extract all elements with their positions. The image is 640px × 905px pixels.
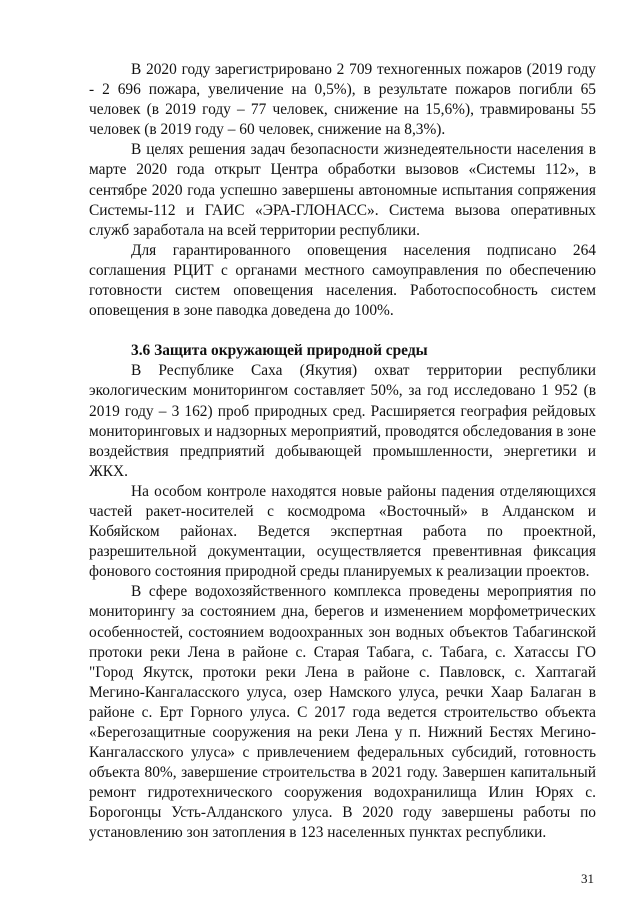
paragraph-monitoring: В Республике Саха (Якутия) охват территории республики экологическим мониторингом составляет 50%, за год исследовано 1 952 (в 2019 году – 3 162) проб природных сред. Расширяется география рейдовых мониторинговых и надзорных мероприятий, проводятся обследования в зоне воздействия предприятий добывающей промышленности, энергетики и ЖКХ. — [89, 362, 596, 480]
paragraph-rocket-areas: На особом контроле находятся новые районы падения отделяющихся частей ракет-носителей с космодрома «Восточный» в Алданском и Кобяйском районах. Ведется экспертная работа по проектной, разрешительной документации, осуществляется превентивная фиксация фонового состояния природной среды планируемых к реализации проектов. — [89, 482, 596, 581]
paragraph-system-112: В целях решения задач безопасности жизнедеятельности населения в марте 2020 года открыт Центра обработки вызовов «Системы 112», в сентябре 2020 года успешно завершены автономные испытания сопряжения Системы-112 и ГАИС «ЭРА-ГЛОНАСС». Система вызова оперативных служб заработала на всей территории республики. — [89, 141, 596, 239]
page-body — [89, 60, 596, 844]
paragraph-notification: Для гарантированного оповещения населения подписано 264 соглашения РЦИТ с органами местного самоуправления по обеспечению готовности систем оповещения населения. Работоспособность систем оповещения в зоне паводка доведена до 100%. — [89, 241, 596, 320]
section-heading: 3.6 Защита окружающей природной среды — [131, 342, 428, 360]
paragraph-fires: В 2020 году зарегистрировано 2 709 техногенных пожаров (2019 году - 2 696 пожара, увеличение на 0,5%), в результате пожаров погибли 65 человек (в 2019 году – 77 человек, снижение на 15,6%), травмированы 55 человек (в 2019 году – 60 человек, снижение на 8,3%). — [89, 61, 596, 139]
page-number: 31 — [581, 871, 594, 886]
paragraph-water-complex: В сфере водохозяйственного комплекса проведены мероприятия по мониторингу за состоянием дна, берегов и изменением морфометрических особенностей, состоянием водоохранных зон водных объектов Табагинской протоки реки Лена в районе с. Старая Табага, с. Табага, с. Хатассы ГО "Город Якутск, протоки реки Лена в районе с. Павловск, с. Хаптагай Мегино-Кангаласского улуса, озер Намского улуса, речки Хаар Балаган в районе с. Ерт Горного улуса. С 2017 года ведется строительство объекта «Берегозащитные сооружения на реки Лена у п. Нижний Бестях Мегино-Кангаласского улуса» с привлечением федеральных субсидий, готовность объекта 80%, завершение строительства в 2021 году. Завершен капитальный ремонт гидротехнического сооружения водохранилища Илин Юрях с. Борогонцы Усть-Алданского улуса. В 2020 году завершены работы по установлению зон затопления в 123 населенных пунктах республики. — [89, 583, 596, 842]
